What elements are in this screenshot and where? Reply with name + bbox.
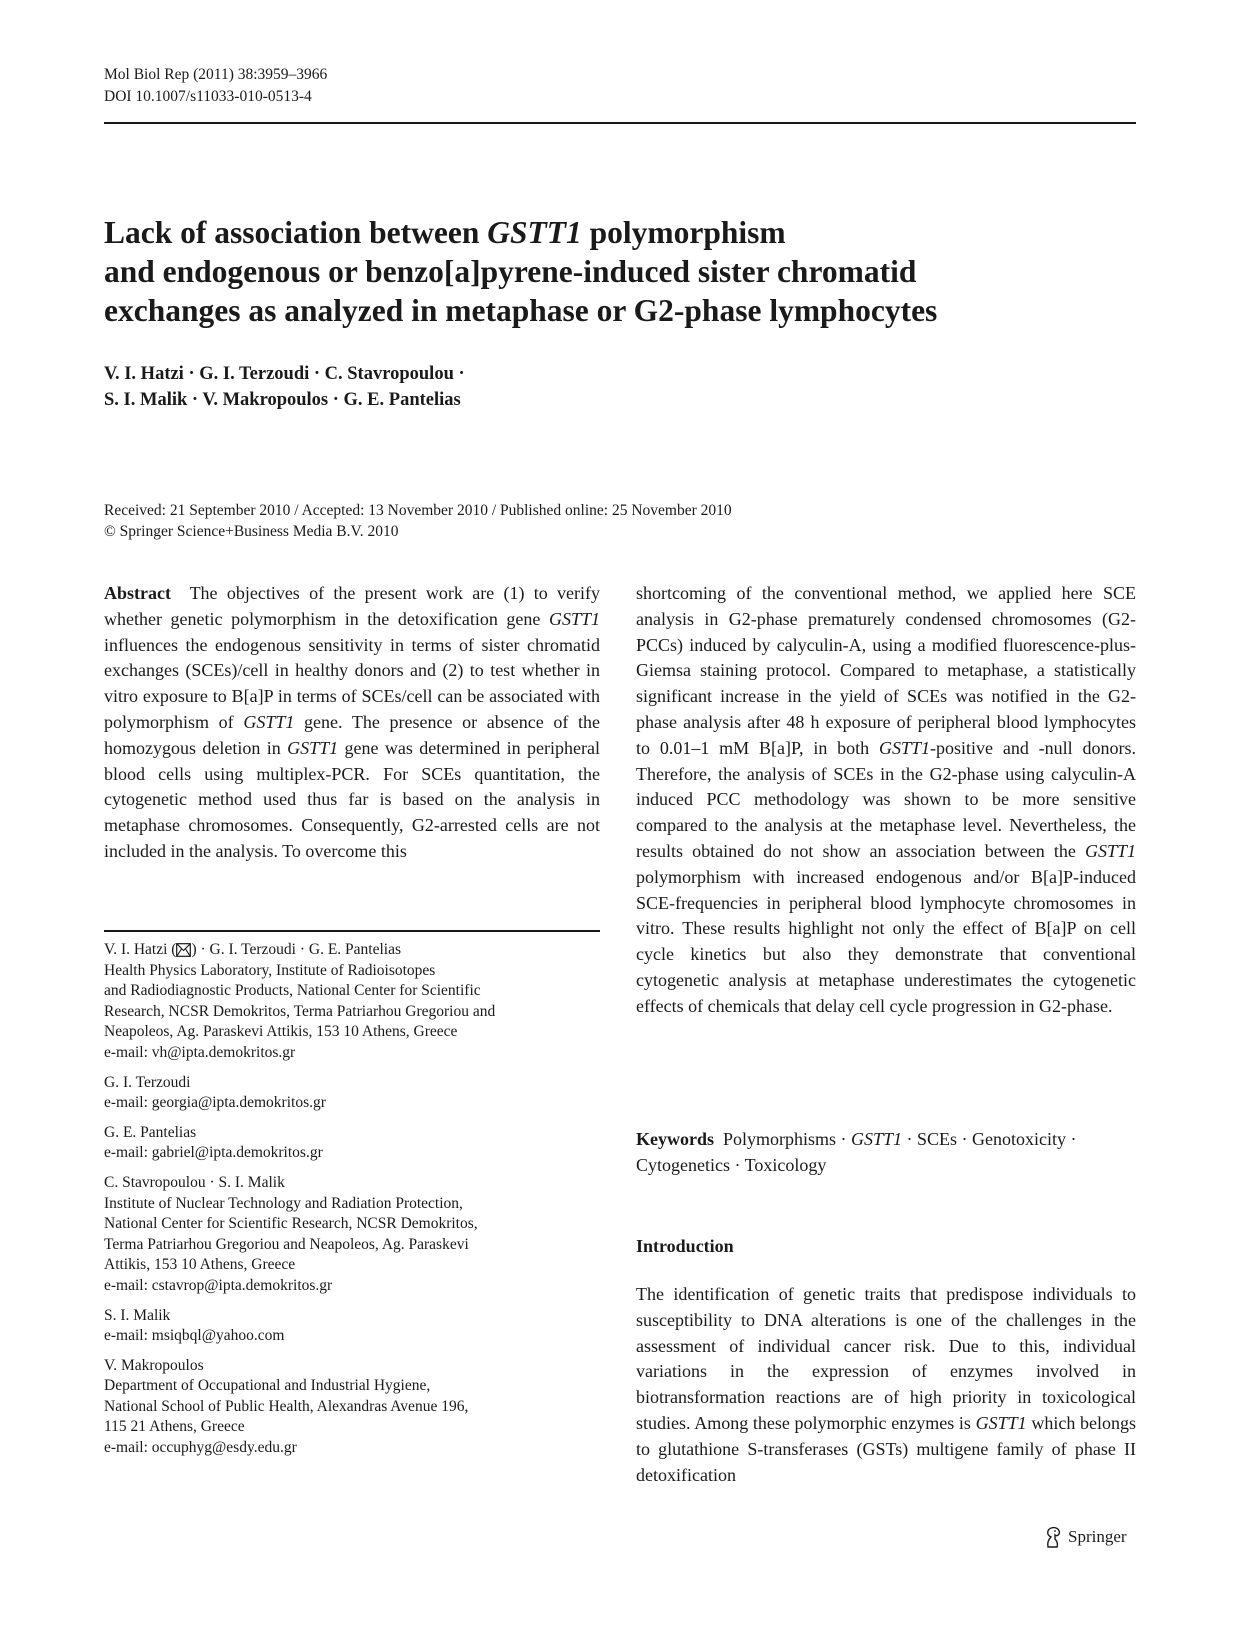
article-title: Lack of association between GSTT1 polymorphism and endogenous or benzo[a]pyrene-induced sister chromatid exchanges as analyzed in metaphase or G2-phase lymphocytes [104, 215, 938, 328]
affiliation-rule [104, 930, 600, 932]
keywords: Keywords Polymorphisms · GSTT1 · SCEs · Genotoxicity · Cytogenetics · Toxicology [636, 1129, 1077, 1175]
journal-header [104, 64, 327, 108]
springer-horse-icon [1044, 1526, 1062, 1548]
abstract-left [104, 581, 600, 865]
history-dates: Received: 21 September 2010 / Accepted: 13 November 2010 / Published online: 25 November 2010 [104, 502, 732, 519]
journal-citation: Mol Biol Rep (2011) 38:3959–3966 [104, 66, 328, 83]
affiliation-2: G. I. Terzoudi e-mail: georgia@ipta.demokritos.gr [104, 1073, 600, 1114]
gene-name: GSTT1 [487, 215, 582, 250]
email-link[interactable]: e-mail: vh@ipta.demokritos.gr [104, 1043, 296, 1061]
affiliations [104, 940, 600, 1468]
affiliation-1: V. I. Hatzi ( ) · G. I. Terzoudi · G. E. Pantelias Health Physics Laboratory, Institute of Radioisotopes and Radiodiagnostic Products, National Center for Scientific Research, NCSR Demokritos, Terma Patriarhou Gregoriou and Neapoleos, Ag. Paraskevi Attikis, 153 10 Athens, Greece e-mail: vh@ipta.demokritos.gr [104, 940, 600, 1064]
introduction-body: The identification of genetic traits that predispose individuals to susceptibility to DNA alterations is one of the challenges in the assessment of individual cancer risk. Due to this, individual variations in the expression of enzymes involved in biotransformation reactions are of high priority in toxicological studies. Among these polymorphic enzymes is GSTT1 which belongs to glutathione S-transferases (GSTs) multigene family of phase II detoxification [636, 1284, 1137, 1485]
publisher-name: Springer [1068, 1527, 1127, 1546]
affiliation-3: G. E. Pantelias e-mail: gabriel@ipta.demokritos.gr [104, 1123, 600, 1164]
affiliation-4: C. Stavropoulou · S. I. Malik Institute of Nuclear Technology and Radiation Protection, National Center for Scientific Research, NCSR Demokritos, Terma Patriarhou Gregoriou and Neapoleos, Ag. Paraskevi Attikis, 153 10 Athens, Greece e-mail: cstavrop@ipta.demokritos.gr [104, 1173, 600, 1297]
keywords-label: Keywords [636, 1129, 714, 1149]
envelope-icon [176, 943, 191, 957]
abstract-label: Abstract [104, 583, 171, 603]
section-heading: Introduction [636, 1236, 734, 1256]
publisher-logo [1044, 1526, 1127, 1548]
doi: DOI 10.1007/s11033-010-0513-4 [104, 88, 312, 105]
email-link[interactable]: e-mail: msiqbql@yahoo.com [104, 1327, 285, 1345]
copyright: © Springer Science+Business Media B.V. 2010 [104, 523, 399, 540]
email-link[interactable]: e-mail: cstavrop@ipta.demokritos.gr [104, 1276, 333, 1294]
abstract-text-continued: shortcoming of the conventional method, we applied here SCE analysis in G2-phase prematurely condensed chromosomes (G2-PCCs) induced by calyculin-A, using a modified fluorescence-plus-Giemsa staining protocol. Compared to metaphase, a statistically significant increase in the yield of SCEs was notified in the G2-phase analysis after 48 h exposure of peripheral blood lymphocytes to 0.01–1 mM B[a]P, in both GSTT1-positive and -null donors. Therefore, the analysis of SCEs in the G2-phase using calyculin-A induced PCC methodology was shown to be more sensitive compared to the analysis at the metaphase level. Nevertheless, the results obtained do not show an association between the GSTT1 polymorphism with increased endogenous and/or B[a]P-induced SCE-frequencies in peripheral blood lymphocyte chromosomes in vitro. These results highlight not only the effect of B[a]P on cell cycle kinetics but also they demonstrate that conventional cytogenetic analysis at metaphase underestimates the cytogenetic effects of chemicals that delay cell cycle progression in G2-phase. [636, 583, 1136, 1016]
email-link[interactable]: e-mail: occuphyg@esdy.edu.gr [104, 1439, 297, 1457]
email-link[interactable]: e-mail: georgia@ipta.demokritos.gr [104, 1094, 326, 1112]
publication-history [104, 500, 1004, 542]
abstract-right [636, 581, 1136, 1020]
header-rule [104, 122, 1136, 124]
email-link[interactable]: e-mail: gabriel@ipta.demokritos.gr [104, 1144, 323, 1162]
abstract-text: Abstract The objectives of the present work are (1) to verify whether genetic polymorphism in the detoxification gene GSTT1 influences the endogenous sensitivity in terms of sister chromatid exchanges (SCEs)/cell in healthy donors and (2) to test whether in vitro exposure to B[a]P in terms of SCEs/cell can be associated with polymorphism of GSTT1 gene. The presence or absence of the homozygous deletion in GSTT1 gene was determined in peripheral blood cells using multiplex-PCR. For SCEs quantitation, the cytogenetic method used thus far is based on the analysis in metaphase chromosomes. Consequently, G2-arrested cells are not included in the analysis. To overcome this [104, 583, 601, 861]
author-list: V. I. Hatzi · G. I. Terzoudi · C. Stavropoulou · S. I. Malik · V. Makropoulos · G. E. Pantelias [104, 364, 465, 410]
affiliation-6: V. Makropoulos Department of Occupational and Industrial Hygiene, National School of Public Health, Alexandras Avenue 196, 115 21 Athens, Greece e-mail: occuphyg@esdy.edu.gr [104, 1356, 600, 1459]
affiliation-5: S. I. Malik e-mail: msiqbql@yahoo.com [104, 1306, 600, 1347]
